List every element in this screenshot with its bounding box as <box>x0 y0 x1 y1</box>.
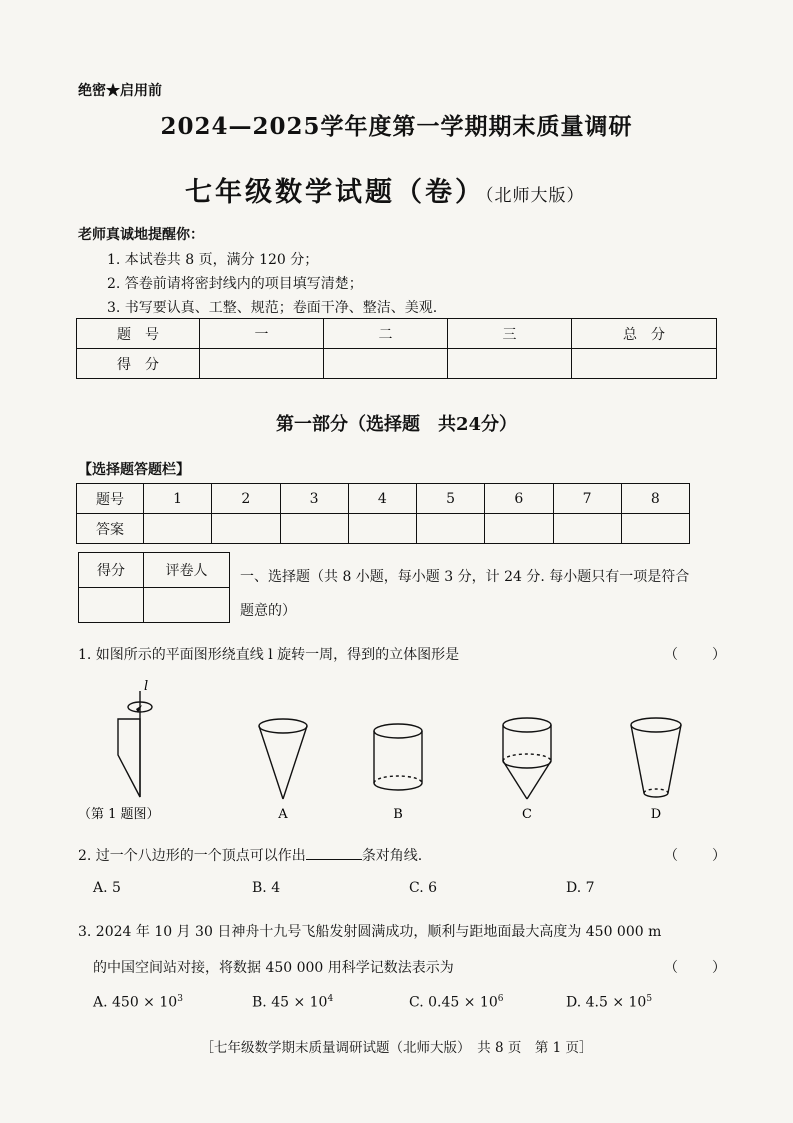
answer-cell[interactable] <box>553 514 621 544</box>
option-d-frustum <box>631 718 681 797</box>
question-3-line1: 3. 2024 年 10 月 30 日神舟十九号飞船发射圆满成功，顺利与距地面最大高度为 450 000 m <box>78 924 662 940</box>
answer-cell[interactable] <box>144 514 212 544</box>
score-table-score-row <box>77 349 717 379</box>
answer-cell[interactable] <box>280 514 348 544</box>
score-header-cell: 总 分 <box>572 319 717 349</box>
q1-figure-caption: （第 1 题图） <box>78 807 160 822</box>
grade-box-input-row <box>79 588 230 623</box>
question-2-blank[interactable] <box>306 847 362 860</box>
paper-title-main: 七年级数学试题（卷） <box>185 177 485 208</box>
q3-option-a-exp: 3 <box>177 994 183 1004</box>
score-header-cell: 三 <box>448 319 572 349</box>
question-3-option-b <box>252 994 333 1011</box>
score-cell[interactable] <box>324 349 448 379</box>
question-1-answer-paren: （ ） <box>664 647 728 663</box>
option-b-cylinder <box>374 724 422 790</box>
exam-title: 2024—2025学年度第一学期期末质量调研 <box>160 113 633 140</box>
question-2-text-after: 条对角线. <box>361 848 423 864</box>
rule-1: 1. 本试卷共 8 页，满分 120 分； <box>107 252 319 268</box>
grade-score-label: 得分 <box>79 553 144 588</box>
confidential-mark: 绝密★启用前 <box>78 83 162 99</box>
answer-number-cell: 7 <box>553 484 621 514</box>
answer-cell[interactable] <box>417 514 485 544</box>
score-header-cell: 题 号 <box>77 319 200 349</box>
score-header-cell: 一 <box>200 319 324 349</box>
score-cell[interactable] <box>200 349 324 379</box>
q3-option-d-text: D. 4.5 × 10 <box>566 994 647 1011</box>
grade-box-header-row <box>79 553 230 588</box>
answer-header-label: 题号 <box>77 484 144 514</box>
question-1-text: 1. 如图所示的平面图形绕直线 l 旋转一周，得到的立体图形是 <box>78 647 460 663</box>
rule-2: 2. 答卷前请将密封线内的项目填写清楚； <box>107 276 363 292</box>
question-1-figures <box>76 675 716 825</box>
score-cell[interactable] <box>448 349 572 379</box>
option-a-cone <box>259 719 307 799</box>
option-a-label: A <box>278 807 288 822</box>
section1-line1: 一、选择题（共 8 小题，每小题 3 分，计 24 分. 每小题只有一项是符合 <box>240 569 690 585</box>
rule-3: 3. 书写要认真、工整、规范；卷面干净、整洁、美观. <box>107 300 438 316</box>
q3-option-c-exp: 6 <box>497 994 504 1004</box>
answer-number-cell: 1 <box>144 484 212 514</box>
answer-number-cell: 6 <box>485 484 553 514</box>
q3-option-b-text: B. 45 × 10 <box>252 994 328 1011</box>
answer-cell[interactable] <box>348 514 416 544</box>
question-2-option-b: B. 4 <box>252 880 281 896</box>
question-2-option-c: C. 6 <box>409 880 438 896</box>
section1-line2: 题意的） <box>240 603 296 619</box>
page-footer: ［七年级数学期末质量调研试题（北师大版） 共 8 页 第 1 页］ <box>200 1040 593 1056</box>
answer-table <box>76 483 690 544</box>
option-b-label: B <box>393 807 403 822</box>
answer-number-cell: 8 <box>621 484 689 514</box>
option-d-label: D <box>650 807 662 822</box>
grade-box <box>78 552 230 623</box>
answer-cell[interactable] <box>485 514 553 544</box>
score-cell[interactable] <box>572 349 717 379</box>
answer-table-label: 【选择题答题栏】 <box>78 462 190 478</box>
q3-option-b-exp: 4 <box>327 994 334 1004</box>
question-3-option-a <box>93 994 183 1011</box>
reminder-heading: 老师真诚地提醒你： <box>78 227 204 243</box>
score-table <box>76 318 717 379</box>
option-c-cylinder-cone <box>503 718 551 799</box>
answer-number-cell: 3 <box>280 484 348 514</box>
q1-plane-figure <box>118 691 152 797</box>
question-3-option-c <box>409 994 503 1011</box>
answer-cell[interactable] <box>212 514 280 544</box>
paper-title <box>185 170 585 209</box>
q1-axis-label: l <box>144 679 149 694</box>
grader-label: 评卷人 <box>144 553 230 588</box>
answer-cell[interactable] <box>621 514 689 544</box>
answer-number-cell: 5 <box>417 484 485 514</box>
score-table-header-row <box>77 319 717 349</box>
question-3-answer-paren: （ ） <box>664 960 728 976</box>
question-2-text <box>78 845 422 865</box>
q3-option-a-text: A. 450 × 10 <box>93 994 178 1011</box>
answer-table-answer-row <box>77 514 690 544</box>
grade-score-cell[interactable] <box>79 588 144 623</box>
question-3-option-d <box>566 994 652 1011</box>
question-2-option-a: A. 5 <box>93 880 121 896</box>
q3-option-d-exp: 5 <box>646 994 653 1004</box>
answer-number-cell: 4 <box>348 484 416 514</box>
score-header-cell: 二 <box>324 319 448 349</box>
paper-title-edition: （北师大版） <box>485 186 585 206</box>
score-row-label: 得 分 <box>77 349 200 379</box>
question-3-line2: 的中国空间站对接，将数据 450 000 用科学记数法表示为 <box>93 960 454 976</box>
answer-row-label: 答案 <box>77 514 144 544</box>
section1-heading <box>240 560 710 628</box>
grader-cell[interactable] <box>144 588 230 623</box>
option-c-label: C <box>522 807 532 822</box>
question-2-answer-paren: （ ） <box>664 848 728 864</box>
part1-title: 第一部分（选择题 共24分） <box>275 414 518 435</box>
question-2-text-before: 2. 过一个八边形的一个顶点可以作出 <box>78 848 306 864</box>
q3-option-c-text: C. 0.45 × 10 <box>409 994 498 1011</box>
answer-number-cell: 2 <box>212 484 280 514</box>
answer-table-number-row <box>77 484 690 514</box>
question-2-option-d: D. 7 <box>566 880 595 896</box>
